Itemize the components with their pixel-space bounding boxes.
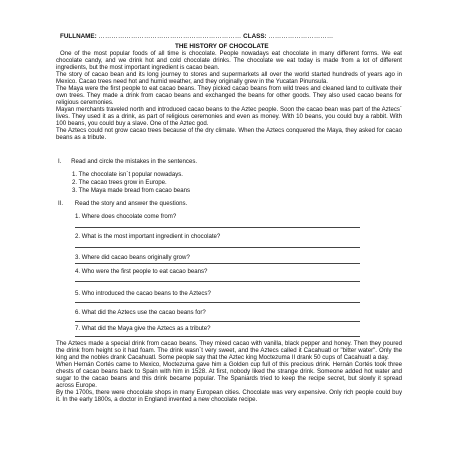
section-numeral: II.	[58, 200, 64, 207]
question: 1. Where does chocolate come from?	[75, 213, 177, 220]
list-item: 2. The cacao trees grow in Europe.	[72, 179, 167, 186]
question: 5. Who introduced the cacao beans to the Aztecs?	[75, 290, 211, 297]
paragraph: Mayan merchants traveled north and introduced cacao beans to the Aztec people. Soon the cacao bean was part of the Aztecs´ lives. They used it as a drink, as part of religious ceremonies and even as money. With 10 beans, you could buy a rabbit. With 100 beans, you could buy a slave. One of the Aztec god.	[56, 106, 402, 127]
reading-text-continued	[56, 340, 402, 403]
section-instruction: Read the story and answer the questions.	[74, 200, 188, 207]
answer-line[interactable]	[75, 302, 360, 303]
paragraph: One of the most popular foods of all time is chocolate. People nowadays eat chocolate in many different forms. We eat chocolate candy, and we drink hot and cold chocolate drinks. The chocolate we eat today is made from a lot of different ingredients, but the most important ingredient is cacao bean.	[56, 50, 402, 71]
fullname-blank: …………………………………………………………	[98, 33, 242, 40]
list-item: 1. The chocolate isn´t popular nowadays.	[72, 171, 183, 178]
paragraph: By the 1700s, there were chocolate shops in many European cities. Chocolate was very expensive. Only rich people could buy it. In the early 1800s, a doctor in England invented a new chocolate recipe.	[56, 389, 402, 403]
page-title: THE HISTORY OF CHOCOLATE	[175, 43, 269, 50]
reading-text	[56, 50, 402, 141]
section-1-heading	[58, 158, 197, 165]
answer-line[interactable]	[75, 247, 360, 248]
list-item: 3. The Maya made bread from cacao beans	[72, 187, 191, 194]
paragraph: The Aztecs made a special drink from cacao beans. They mixed cacao with vanilla, black pepper and honey. Then they poured the drink from height so it had foam. The drink wasn´t very sweet, and the Aztecs called it Cacahuatl or "bitter water". Only the king and the nobles drank Cacahuatl. Some people say that the Aztec king Moctezuma II drank 50 cups of Cacahuatl a day.	[56, 340, 402, 361]
paragraph: When Hernán Cortés came to Mexico, Moctezuma gave him a Golden cup full of this precious drink. Hernán Cortés took three chests of cacao beans back to Spain with him in 1528. At first, nobody liked the strange drink. Someone added hot water and sugar to the cacao beans and this drink became popular. The Spaniards tried to keep the recipe secret, but slowly it spread across Europe.	[56, 361, 402, 389]
answer-line[interactable]	[75, 263, 360, 264]
section-instruction: Read and circle the mistakes in the sentences.	[71, 158, 198, 165]
answer-line[interactable]	[75, 321, 360, 322]
section-numeral: I.	[58, 158, 62, 165]
section-2-heading	[58, 200, 187, 207]
question: 2. What is the most important ingredient in chocolate?	[75, 233, 221, 240]
paragraph: The Aztecs could not grow cacao trees because of the dry climate. When the Aztecs conquered the Maya, they asked for cacao beans as a tribute.	[56, 127, 402, 141]
question: 3. Where did cacao beans originally grow?	[75, 254, 190, 261]
answer-line[interactable]	[75, 227, 360, 228]
answer-line[interactable]	[75, 336, 360, 337]
question: 6. What did the Aztecs use the cacao beans for?	[75, 309, 206, 316]
name-class-header	[60, 33, 333, 40]
question: 7. What did the Maya give the Aztecs as a tribute?	[75, 325, 211, 332]
paragraph: The Maya were the first people to eat cacao beans. They picked cacao beans from wild trees and cleaned land to cultivate their own trees. They made a drink from cacao beans and exchanged the beans for other goods. They also used cacao beans for religious ceremonies.	[56, 85, 402, 106]
paragraph: The story of cacao bean and its long journey to stores and supermarkets all over the world started hundreds of years ago in Mexico. Cacao trees need hot and humid weather, and they originally grew in the Yucatan Pinunsula.	[56, 71, 402, 85]
class-label: CLASS:	[243, 33, 267, 40]
class-blank: …………………………	[268, 33, 334, 40]
fullname-label: FULLNAME:	[60, 33, 97, 40]
answer-line[interactable]	[75, 281, 360, 282]
question: 4. Who were the first people to eat cacao beans?	[75, 268, 208, 275]
